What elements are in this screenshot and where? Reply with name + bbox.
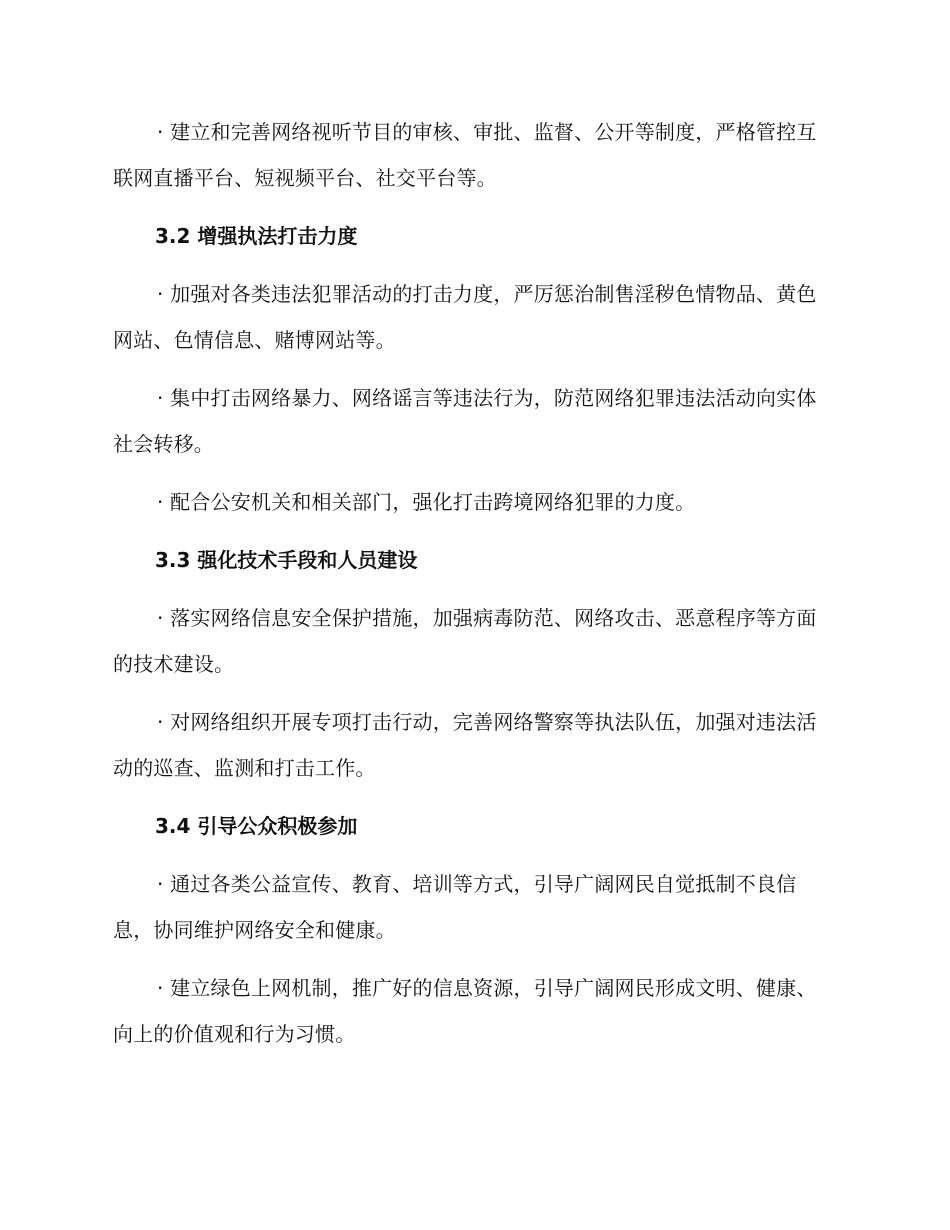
- section-heading-3-4: 3.4 引导公众积极参加: [155, 814, 358, 838]
- paragraph-public-education: · 通过各类公益宣传、教育、培训等方式，引导广阔网民自觉抵制不良信息，协同维护网络安全和健康。: [113, 872, 797, 942]
- section-heading-3-2: 3.2 增强执法打击力度: [155, 224, 358, 248]
- paragraph-crackdown-illegal: · 加强对各类违法犯罪活动的打击力度，严厉惩治制售淫秽色情物品、黄色网站、色情信息、赌博网站等。: [113, 282, 817, 352]
- paragraph-special-actions: · 对网络组织开展专项打击行动，完善网络警察等执法队伍，加强对违法活动的巡查、监测和打击工作。: [113, 710, 817, 780]
- document-body: [113, 109, 825, 1069]
- paragraph-review-system: · 建立和完善网络视听节目的审核、审批、监督、公开等制度，严格管控互联网直播平台、短视频平台、社交平台等。: [113, 120, 817, 190]
- paragraph-security-measures: · 落实网络信息安全保护措施，加强病毒防范、网络攻击、恶意程序等方面的技术建设。: [113, 606, 817, 676]
- paragraph-cyber-violence: · 集中打击网络暴力、网络谣言等违法行为，防范网络犯罪违法活动向实体社会转移。: [113, 386, 817, 456]
- section-heading-3-3: 3.3 强化技术手段和人员建设: [155, 548, 418, 572]
- paragraph-cross-border: · 配合公安机关和相关部门，强化打击跨境网络犯罪的力度。: [157, 490, 696, 514]
- paragraph-green-internet: · 建立绿色上网机制，推广好的信息资源，引导广阔网民形成文明、健康、向上的价值观和行为习惯。: [113, 976, 817, 1046]
